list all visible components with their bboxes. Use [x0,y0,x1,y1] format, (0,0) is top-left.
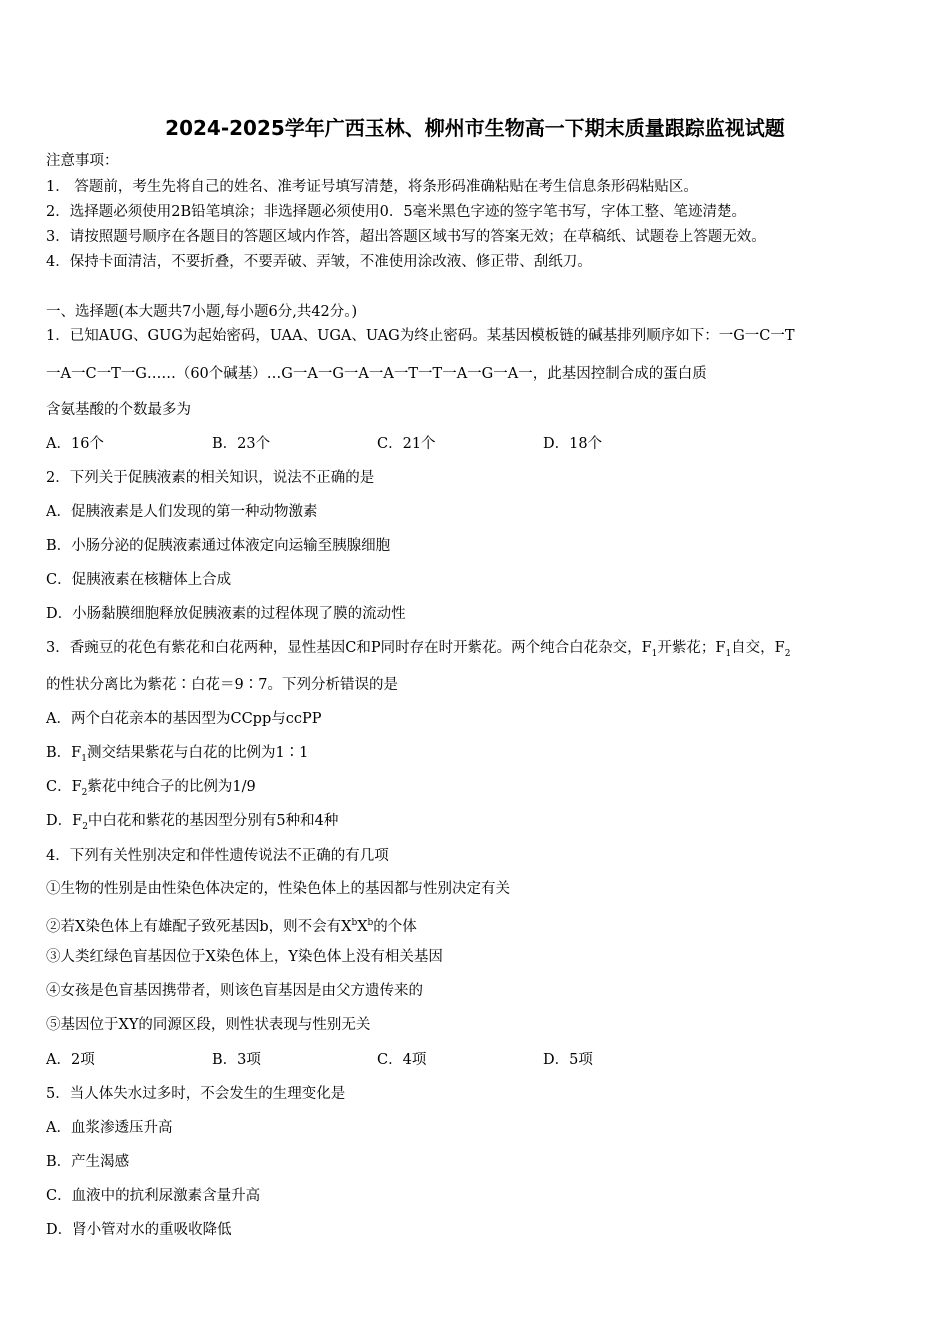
q3-option-d-text: 中白花和紫花的基因型分别有5种和4种 [87,813,339,829]
q1-option-b[interactable]: B．23个 [212,436,271,452]
q3-option-a[interactable]: A．两个白花亲本的基因型为CCpp与ccPP [46,711,322,727]
q3-sub3: 2 [784,648,791,659]
q2-option-d[interactable]: D．小肠黏膜细胞释放促胰液素的过程体现了膜的流动性 [46,606,406,622]
q3-option-b-sub: 1 [81,753,87,764]
q3-sub2: 1 [725,648,732,659]
notice-item-4: 4．保持卡面清洁，不要折叠，不要弄破、弄皱，不准使用涂改液、修正带、刮纸刀。 [46,254,592,270]
q5-option-c[interactable]: C．血液中的抗利尿激素含量升高 [46,1188,261,1204]
q4-statement-2 [46,913,906,937]
q4-statement-2-sup2: b [367,918,374,928]
q1-stem-line3: 含氨基酸的个数最多为 [46,402,191,418]
q4-option-b[interactable]: B．3项 [212,1052,261,1068]
notice-heading: 注意事项： [46,153,119,169]
q3-option-b-text: 测交结果紫花与白花的比例为1∶1 [86,745,309,761]
q4-option-a[interactable]: A．2项 [46,1052,95,1068]
q1-option-a[interactable]: A．16个 [46,436,104,452]
q5-stem: 5．当人体失水过多时，不会发生的生理变化是 [46,1086,346,1102]
q4-statement-2-part3: 的个体 [373,918,417,935]
q3-option-b-prefix: B．F [46,745,82,761]
page-title: 2024-2025学年广西玉林、柳州市生物高一下期末质量跟踪监视试题 [165,116,785,140]
q4-option-c[interactable]: C．4项 [377,1052,427,1068]
q5-option-a[interactable]: A．血浆渗透压升高 [46,1120,173,1136]
q4-statement-5: ⑤基因位于XY的同源区段，则性状表现与性别无关 [46,1017,371,1033]
q3-option-d-sub: 2 [82,821,88,832]
q4-statement-2-part2: X [357,918,368,935]
q2-option-c[interactable]: C．促胰液素在核糖体上合成 [46,572,232,588]
q3-option-d-prefix: D．F [46,813,83,829]
q3-stem-line2: 的性状分离比为紫花∶白花＝9∶7。下列分析错误的是 [46,677,398,693]
section-heading: 一、选择题(本大题共7小题,每小题6分,共42分。) [46,304,358,320]
q4-statement-2-sup1: b [351,918,358,928]
q3-option-b[interactable] [46,743,906,769]
notice-item-3: 3．请按照题号顺序在各题目的答题区域内作答，超出答题区域书写的答案无效；在草稿纸、试题卷上答题无效。 [46,229,766,245]
q3-option-c-prefix: C．F [46,779,82,795]
q2-stem: 2．下列关于促胰液素的相关知识，说法不正确的是 [46,470,375,486]
q3-option-d[interactable] [46,811,906,837]
q3-stem-part3: 自交，F [731,640,785,656]
q3-stem-part1: 3．香豌豆的花色有紫花和白花两种，显性基因C和P同时存在时开紫花。两个纯合白花杂交，F [46,640,652,656]
q2-option-b[interactable]: B．小肠分泌的促胰液素通过体液定向运输至胰腺细胞 [46,538,391,554]
q4-stem: 4．下列有关性别决定和伴性遗传说法不正确的有几项 [46,848,389,864]
q3-option-c-text: 紫花中纯合子的比例为1/9 [87,779,256,795]
q1-stem-line2: 一A一C一T一G……（60个碱基）…G一A一G一A一A一T一T一A一G一A一，此基因控制合成的蛋白质 [46,366,707,382]
q2-option-a[interactable]: A．促胰液素是人们发现的第一种动物激素 [46,504,318,520]
q4-option-d[interactable]: D．5项 [543,1052,593,1068]
q3-stem-part2: 开紫花；F [657,640,726,656]
notice-item-2: 2．选择题必须使用2B铅笔填涂；非选择题必须使用0．5毫米黑色字迹的签字笔书写，字体工整、笔迹清楚。 [46,204,747,220]
q3-sub1: 1 [651,648,658,659]
q1-stem-line1: 1．已知AUG、GUG为起始密码，UAA、UGA、UAG为终止密码。某基因模板链的碱基排列顺序如下：一G一C一T [46,328,795,344]
q4-statement-4: ④女孩是色盲基因携带者，则该色盲基因是由父方遗传来的 [46,983,423,999]
q1-option-d[interactable]: D．18个 [543,436,603,452]
q3-stem-line1 [46,638,906,664]
q4-statement-3: ③人类红绿色盲基因位于X染色体上，Y染色体上没有相关基因 [46,949,443,965]
q3-option-c-sub: 2 [81,787,88,798]
q5-option-b[interactable]: B．产生渴感 [46,1154,130,1170]
q1-option-c[interactable]: C．21个 [377,436,436,452]
q4-statement-2-part1: ②若X染色体上有雄配子致死基因b，则不会有X [46,918,352,935]
notice-item-1: 1． 答题前，考生先将自己的姓名、准考证号填写清楚，将条形码准确粘贴在考生信息条形码粘贴区。 [46,179,698,195]
q5-option-d[interactable]: D．肾小管对水的重吸收降低 [46,1222,232,1238]
q3-option-c[interactable] [46,777,906,803]
q4-statement-1: ①生物的性别是由性染色体决定的，性染色体上的基因都与性别决定有关 [46,881,510,897]
